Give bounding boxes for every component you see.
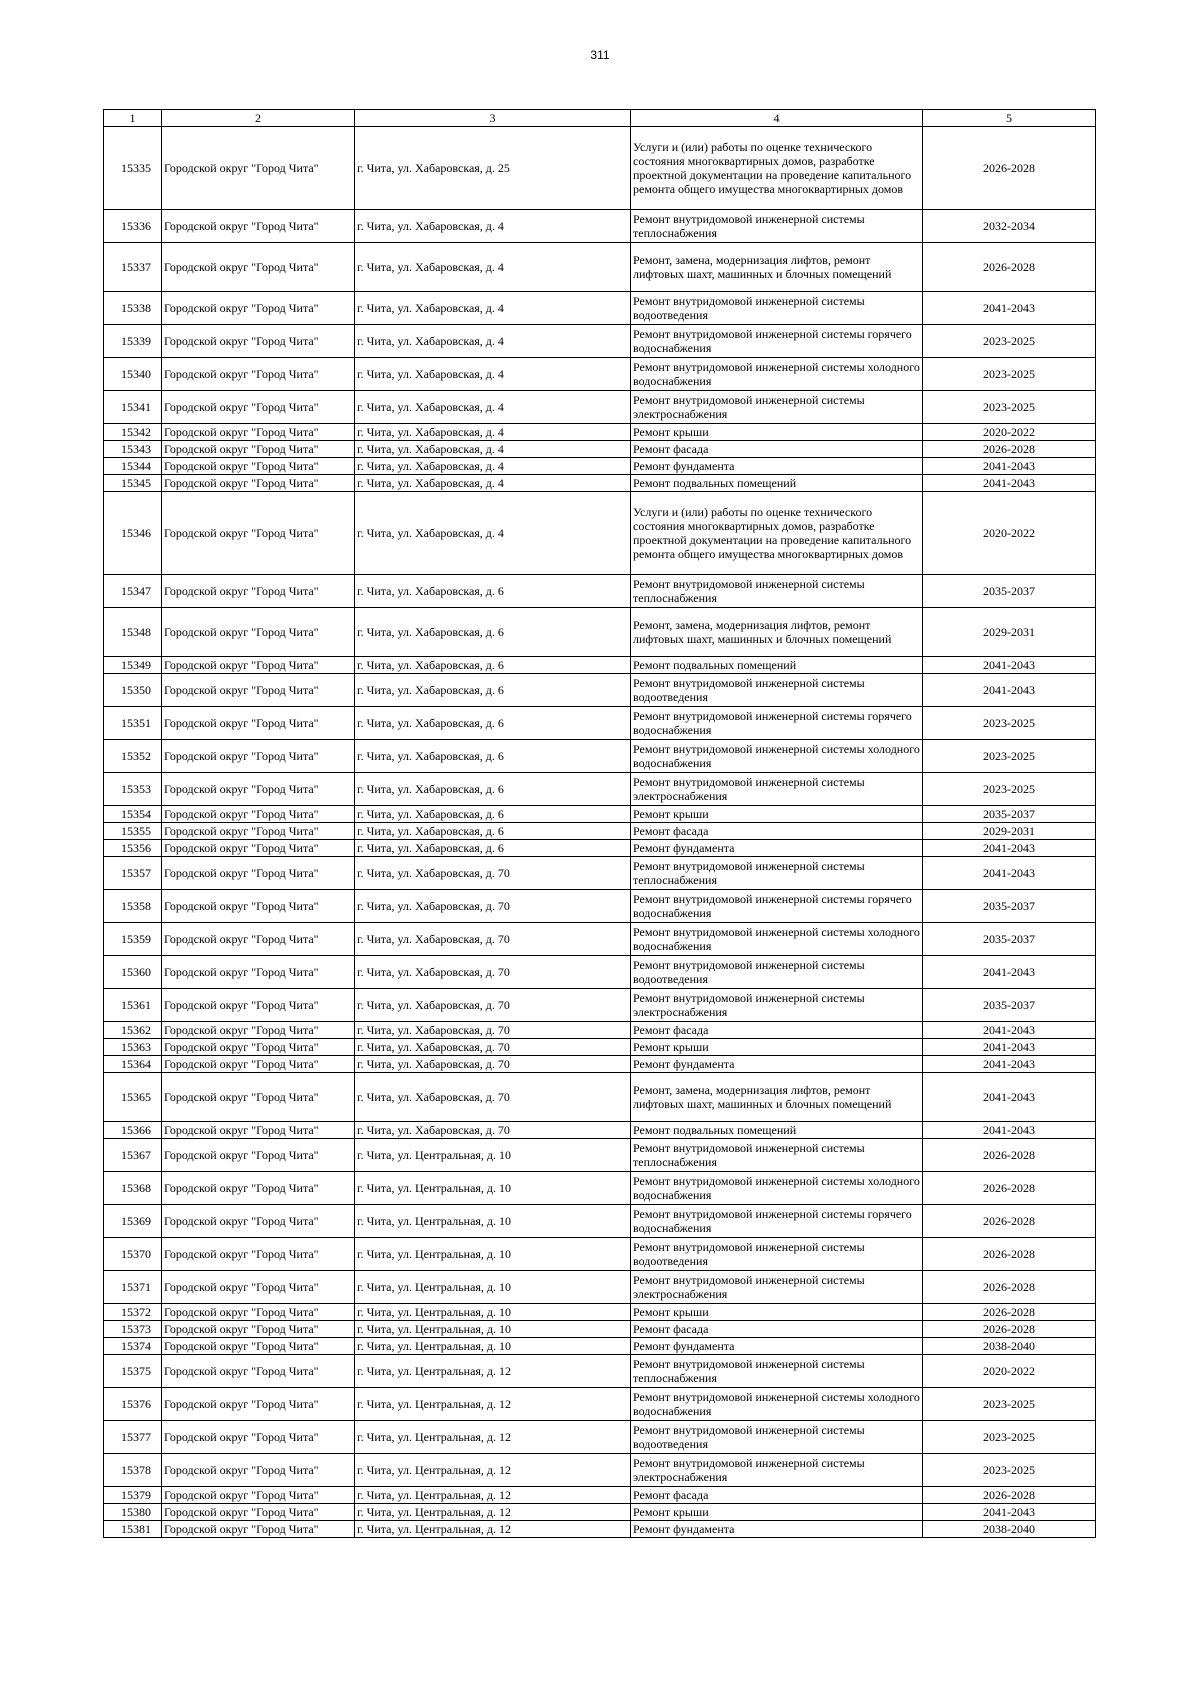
table-row [104,458,1096,475]
district-cell: Городской округ "Город Чита" [162,424,355,441]
work-type-cell: Ремонт внутридомовой инженерной системы электроснабжения [631,773,923,806]
district-cell: Городской округ "Город Чита" [162,989,355,1022]
table-row [104,608,1096,657]
page-number: 311 [590,48,610,62]
table-row [104,707,1096,740]
work-type-cell: Ремонт внутридомовой инженерной системы горячего водоснабжения [631,1205,923,1238]
district-cell: Городской округ "Город Чита" [162,1172,355,1205]
district-cell: Городской округ "Город Чита" [162,608,355,657]
table-row [104,1056,1096,1073]
district-cell: Городской округ "Город Чита" [162,492,355,575]
row-number-cell: 15380 [104,1504,162,1521]
row-number-cell: 15344 [104,458,162,475]
row-number-cell: 15342 [104,424,162,441]
address-cell: г. Чита, ул. Хабаровская, д. 70 [355,956,631,989]
work-type-cell: Ремонт крыши [631,1039,923,1056]
period-cell: 2026-2028 [923,1139,1096,1172]
district-cell: Городской округ "Город Чита" [162,823,355,840]
district-cell: Городской округ "Город Чита" [162,1504,355,1521]
district-cell: Городской округ "Город Чита" [162,674,355,707]
period-cell: 2038-2040 [923,1338,1096,1355]
period-cell: 2023-2025 [923,391,1096,424]
row-number-cell: 15371 [104,1271,162,1304]
work-type-cell: Ремонт внутридомовой инженерной системы теплоснабжения [631,210,923,243]
district-cell: Городской округ "Город Чита" [162,325,355,358]
address-cell: г. Чита, ул. Центральная, д. 12 [355,1388,631,1421]
address-cell: г. Чита, ул. Хабаровская, д. 70 [355,989,631,1022]
header-col-3: 3 [355,110,631,127]
row-number-cell: 15354 [104,806,162,823]
address-cell: г. Чита, ул. Хабаровская, д. 70 [355,1073,631,1122]
row-number-cell: 15339 [104,325,162,358]
district-cell: Городской округ "Город Чита" [162,475,355,492]
district-cell: Городской округ "Город Чита" [162,890,355,923]
district-cell: Городской округ "Город Чита" [162,707,355,740]
address-cell: г. Чита, ул. Центральная, д. 12 [355,1421,631,1454]
row-number-cell: 15370 [104,1238,162,1271]
address-cell: г. Чита, ул. Хабаровская, д. 70 [355,857,631,890]
address-cell: г. Чита, ул. Хабаровская, д. 70 [355,890,631,923]
table-row [104,1205,1096,1238]
district-cell: Городской округ "Город Чита" [162,1056,355,1073]
work-type-cell: Ремонт внутридомовой инженерной системы холодного водоснабжения [631,923,923,956]
district-cell: Городской округ "Город Чита" [162,243,355,292]
row-number-cell: 15367 [104,1139,162,1172]
period-cell: 2026-2028 [923,1271,1096,1304]
period-cell: 2041-2043 [923,1073,1096,1122]
row-number-cell: 15355 [104,823,162,840]
address-cell: г. Чита, ул. Хабаровская, д. 70 [355,1122,631,1139]
work-type-cell: Ремонт фасада [631,823,923,840]
table-row [104,1139,1096,1172]
period-cell: 2026-2028 [923,243,1096,292]
row-number-cell: 15369 [104,1205,162,1238]
address-cell: г. Чита, ул. Хабаровская, д. 4 [355,492,631,575]
table-row [104,1304,1096,1321]
table-row [104,1022,1096,1039]
period-cell: 2020-2022 [923,1355,1096,1388]
table-row [104,127,1096,210]
period-cell: 2035-2037 [923,989,1096,1022]
capital-repair-table [103,109,1096,1538]
period-cell: 2020-2022 [923,424,1096,441]
address-cell: г. Чита, ул. Хабаровская, д. 4 [355,358,631,391]
address-cell: г. Чита, ул. Хабаровская, д. 4 [355,458,631,475]
period-cell: 2023-2025 [923,358,1096,391]
address-cell: г. Чита, ул. Хабаровская, д. 4 [355,424,631,441]
table-row [104,1238,1096,1271]
table-row [104,1172,1096,1205]
table-row [104,475,1096,492]
district-cell: Городской округ "Город Чита" [162,923,355,956]
work-type-cell: Ремонт внутридомовой инженерной системы электроснабжения [631,1271,923,1304]
address-cell: г. Чита, ул. Центральная, д. 10 [355,1205,631,1238]
period-cell: 2029-2031 [923,823,1096,840]
work-type-cell: Ремонт внутридомовой инженерной системы водоотведения [631,1421,923,1454]
district-cell: Городской округ "Город Чита" [162,657,355,674]
table-row [104,1421,1096,1454]
address-cell: г. Чита, ул. Хабаровская, д. 6 [355,806,631,823]
period-cell: 2026-2028 [923,1172,1096,1205]
district-cell: Городской округ "Город Чита" [162,1304,355,1321]
row-number-cell: 15351 [104,707,162,740]
table-row [104,1039,1096,1056]
district-cell: Городской округ "Город Чита" [162,1388,355,1421]
district-cell: Городской округ "Город Чита" [162,210,355,243]
work-type-cell: Ремонт фасада [631,441,923,458]
period-cell: 2023-2025 [923,1421,1096,1454]
period-cell: 2029-2031 [923,608,1096,657]
period-cell: 2038-2040 [923,1521,1096,1538]
period-cell: 2041-2043 [923,1504,1096,1521]
work-type-cell: Ремонт фундамента [631,1338,923,1355]
table-row [104,857,1096,890]
work-type-cell: Ремонт крыши [631,1304,923,1321]
work-type-cell: Ремонт подвальных помещений [631,657,923,674]
period-cell: 2026-2028 [923,1321,1096,1338]
work-type-cell: Ремонт внутридомовой инженерной системы водоотведения [631,1238,923,1271]
header-col-2: 2 [162,110,355,127]
row-number-cell: 15338 [104,292,162,325]
period-cell: 2026-2028 [923,1205,1096,1238]
district-cell: Городской округ "Город Чита" [162,1421,355,1454]
table-row [104,325,1096,358]
address-cell: г. Чита, ул. Хабаровская, д. 4 [355,325,631,358]
period-cell: 2026-2028 [923,441,1096,458]
period-cell: 2041-2043 [923,857,1096,890]
address-cell: г. Чита, ул. Хабаровская, д. 6 [355,773,631,806]
period-cell: 2023-2025 [923,1454,1096,1487]
table-row [104,424,1096,441]
address-cell: г. Чита, ул. Хабаровская, д. 25 [355,127,631,210]
table-row [104,210,1096,243]
district-cell: Городской округ "Город Чита" [162,740,355,773]
period-cell: 2041-2043 [923,1039,1096,1056]
row-number-cell: 15352 [104,740,162,773]
table-row [104,806,1096,823]
period-cell: 2023-2025 [923,740,1096,773]
work-type-cell: Ремонт внутридомовой инженерной системы холодного водоснабжения [631,358,923,391]
address-cell: г. Чита, ул. Центральная, д. 10 [355,1321,631,1338]
row-number-cell: 15345 [104,475,162,492]
work-type-cell: Ремонт внутридомовой инженерной системы электроснабжения [631,1454,923,1487]
address-cell: г. Чита, ул. Центральная, д. 10 [355,1304,631,1321]
work-type-cell: Ремонт внутридомовой инженерной системы холодного водоснабжения [631,740,923,773]
period-cell: 2041-2043 [923,674,1096,707]
address-cell: г. Чита, ул. Центральная, д. 10 [355,1139,631,1172]
row-number-cell: 15349 [104,657,162,674]
table-row [104,492,1096,575]
table-row [104,1122,1096,1139]
work-type-cell: Ремонт внутридомовой инженерной системы водоотведения [631,956,923,989]
row-number-cell: 15348 [104,608,162,657]
period-cell: 2041-2043 [923,657,1096,674]
work-type-cell: Ремонт крыши [631,424,923,441]
work-type-cell: Ремонт внутридомовой инженерной системы электроснабжения [631,989,923,1022]
row-number-cell: 15378 [104,1454,162,1487]
address-cell: г. Чита, ул. Хабаровская, д. 6 [355,840,631,857]
table-row [104,823,1096,840]
work-type-cell: Ремонт подвальных помещений [631,475,923,492]
address-cell: г. Чита, ул. Центральная, д. 12 [355,1355,631,1388]
address-cell: г. Чита, ул. Центральная, д. 12 [355,1487,631,1504]
row-number-cell: 15376 [104,1388,162,1421]
period-cell: 2035-2037 [923,923,1096,956]
row-number-cell: 15373 [104,1321,162,1338]
row-number-cell: 15368 [104,1172,162,1205]
row-number-cell: 15372 [104,1304,162,1321]
work-type-cell: Ремонт внутридомовой инженерной системы горячего водоснабжения [631,890,923,923]
district-cell: Городской округ "Город Чита" [162,1454,355,1487]
header-col-4: 4 [631,110,923,127]
address-cell: г. Чита, ул. Центральная, д. 12 [355,1504,631,1521]
period-cell: 2023-2025 [923,1388,1096,1421]
district-cell: Городской округ "Город Чита" [162,441,355,458]
row-number-cell: 15359 [104,923,162,956]
period-cell: 2041-2043 [923,292,1096,325]
row-number-cell: 15337 [104,243,162,292]
row-number-cell: 15346 [104,492,162,575]
district-cell: Городской округ "Город Чита" [162,1238,355,1271]
address-cell: г. Чита, ул. Центральная, д. 10 [355,1338,631,1355]
district-cell: Городской округ "Город Чита" [162,956,355,989]
table-row [104,1454,1096,1487]
table-row [104,1504,1096,1521]
work-type-cell: Ремонт внутридомовой инженерной системы холодного водоснабжения [631,1172,923,1205]
table-row [104,740,1096,773]
work-type-cell: Ремонт внутридомовой инженерной системы теплоснабжения [631,1355,923,1388]
table-row [104,575,1096,608]
district-cell: Городской округ "Город Чита" [162,1073,355,1122]
row-number-cell: 15361 [104,989,162,1022]
period-cell: 2041-2043 [923,956,1096,989]
row-number-cell: 15379 [104,1487,162,1504]
work-type-cell: Ремонт внутридомовой инженерной системы теплоснабжения [631,1139,923,1172]
district-cell: Городской округ "Город Чита" [162,806,355,823]
work-type-cell: Ремонт внутридомовой инженерной системы теплоснабжения [631,575,923,608]
table-row [104,243,1096,292]
period-cell: 2026-2028 [923,1304,1096,1321]
table-row [104,358,1096,391]
district-cell: Городской округ "Город Чита" [162,1487,355,1504]
table-row [104,441,1096,458]
district-cell: Городской округ "Город Чита" [162,840,355,857]
table-row [104,923,1096,956]
address-cell: г. Чита, ул. Хабаровская, д. 4 [355,441,631,458]
row-number-cell: 15343 [104,441,162,458]
table-row [104,890,1096,923]
header-col-1: 1 [104,110,162,127]
district-cell: Городской округ "Город Чита" [162,1338,355,1355]
address-cell: г. Чита, ул. Хабаровская, д. 6 [355,657,631,674]
work-type-cell: Ремонт внутридомовой инженерной системы холодного водоснабжения [631,1388,923,1421]
period-cell: 2035-2037 [923,575,1096,608]
table-row [104,773,1096,806]
district-cell: Городской округ "Город Чита" [162,458,355,475]
district-cell: Городской округ "Город Чита" [162,1139,355,1172]
table-row [104,657,1096,674]
district-cell: Городской округ "Город Чита" [162,127,355,210]
district-cell: Городской округ "Город Чита" [162,857,355,890]
address-cell: г. Чита, ул. Хабаровская, д. 70 [355,923,631,956]
address-cell: г. Чита, ул. Хабаровская, д. 4 [355,391,631,424]
district-cell: Городской округ "Город Чита" [162,292,355,325]
work-type-cell: Ремонт внутридомовой инженерной системы горячего водоснабжения [631,325,923,358]
work-type-cell: Услуги и (или) работы по оценке технического состояния многоквартирных домов, разработке проектной документации на проведение капитального ремонта общего имущества многоквартирных домов [631,127,923,210]
work-type-cell: Ремонт внутридомовой инженерной системы водоотведения [631,292,923,325]
address-cell: г. Чита, ул. Центральная, д. 12 [355,1521,631,1538]
row-number-cell: 15350 [104,674,162,707]
row-number-cell: 15366 [104,1122,162,1139]
work-type-cell: Ремонт внутридомовой инженерной системы водоотведения [631,674,923,707]
period-cell: 2035-2037 [923,890,1096,923]
row-number-cell: 15347 [104,575,162,608]
table-row [104,292,1096,325]
address-cell: г. Чита, ул. Хабаровская, д. 4 [355,475,631,492]
table-row [104,1073,1096,1122]
address-cell: г. Чита, ул. Хабаровская, д. 6 [355,608,631,657]
address-cell: г. Чита, ул. Хабаровская, д. 6 [355,575,631,608]
address-cell: г. Чита, ул. Хабаровская, д. 4 [355,292,631,325]
table-body [104,110,1096,1538]
period-cell: 2026-2028 [923,1238,1096,1271]
work-type-cell: Услуги и (или) работы по оценке технического состояния многоквартирных домов, разработке проектной документации на проведение капитального ремонта общего имущества многоквартирных домов [631,492,923,575]
work-type-cell: Ремонт, замена, модернизация лифтов, ремонт лифтовых шахт, машинных и блочных помещений [631,1073,923,1122]
address-cell: г. Чита, ул. Хабаровская, д. 6 [355,707,631,740]
row-number-cell: 15356 [104,840,162,857]
header-col-5: 5 [923,110,1096,127]
row-number-cell: 15336 [104,210,162,243]
address-cell: г. Чита, ул. Хабаровская, д. 70 [355,1022,631,1039]
table-row [104,840,1096,857]
row-number-cell: 15353 [104,773,162,806]
row-number-cell: 15341 [104,391,162,424]
work-type-cell: Ремонт фасада [631,1022,923,1039]
district-cell: Городской округ "Город Чита" [162,1321,355,1338]
work-type-cell: Ремонт крыши [631,806,923,823]
work-type-cell: Ремонт фасада [631,1321,923,1338]
period-cell: 2041-2043 [923,1056,1096,1073]
row-number-cell: 15375 [104,1355,162,1388]
table-row [104,1521,1096,1538]
work-type-cell: Ремонт крыши [631,1504,923,1521]
address-cell: г. Чита, ул. Центральная, д. 12 [355,1454,631,1487]
district-cell: Городской округ "Город Чита" [162,1355,355,1388]
work-type-cell: Ремонт, замена, модернизация лифтов, ремонт лифтовых шахт, машинных и блочных помещений [631,608,923,657]
district-cell: Городской округ "Город Чита" [162,575,355,608]
row-number-cell: 15357 [104,857,162,890]
period-cell: 2041-2043 [923,1022,1096,1039]
row-number-cell: 15381 [104,1521,162,1538]
period-cell: 2041-2043 [923,458,1096,475]
table-row [104,1271,1096,1304]
table-row [104,1487,1096,1504]
table-row [104,1321,1096,1338]
district-cell: Городской округ "Город Чита" [162,773,355,806]
address-cell: г. Чита, ул. Хабаровская, д. 6 [355,674,631,707]
district-cell: Городской округ "Город Чита" [162,1122,355,1139]
row-number-cell: 15374 [104,1338,162,1355]
period-cell: 2032-2034 [923,210,1096,243]
district-cell: Городской округ "Город Чита" [162,391,355,424]
row-number-cell: 15340 [104,358,162,391]
address-cell: г. Чита, ул. Центральная, д. 10 [355,1271,631,1304]
row-number-cell: 15362 [104,1022,162,1039]
work-type-cell: Ремонт фасада [631,1487,923,1504]
period-cell: 2041-2043 [923,1122,1096,1139]
work-type-cell: Ремонт фундамента [631,458,923,475]
period-cell: 2041-2043 [923,840,1096,857]
table-row [104,1355,1096,1388]
address-cell: г. Чита, ул. Хабаровская, д. 70 [355,1056,631,1073]
address-cell: г. Чита, ул. Хабаровская, д. 4 [355,243,631,292]
district-cell: Городской округ "Город Чита" [162,1039,355,1056]
period-cell: 2023-2025 [923,707,1096,740]
period-cell: 2026-2028 [923,1487,1096,1504]
period-cell: 2020-2022 [923,492,1096,575]
district-cell: Городской округ "Город Чита" [162,1205,355,1238]
row-number-cell: 15363 [104,1039,162,1056]
period-cell: 2026-2028 [923,127,1096,210]
address-cell: г. Чита, ул. Центральная, д. 10 [355,1238,631,1271]
period-cell: 2023-2025 [923,325,1096,358]
header-row [104,110,1096,127]
work-type-cell: Ремонт внутридомовой инженерной системы горячего водоснабжения [631,707,923,740]
work-type-cell: Ремонт, замена, модернизация лифтов, ремонт лифтовых шахт, машинных и блочных помещений [631,243,923,292]
row-number-cell: 15358 [104,890,162,923]
work-type-cell: Ремонт внутридомовой инженерной системы теплоснабжения [631,857,923,890]
address-cell: г. Чита, ул. Хабаровская, д. 70 [355,1039,631,1056]
period-cell: 2035-2037 [923,806,1096,823]
address-cell: г. Чита, ул. Хабаровская, д. 6 [355,740,631,773]
table-row [104,391,1096,424]
row-number-cell: 15365 [104,1073,162,1122]
table-row [104,1388,1096,1421]
row-number-cell: 15377 [104,1421,162,1454]
table-row [104,674,1096,707]
table-row [104,1338,1096,1355]
address-cell: г. Чита, ул. Хабаровская, д. 4 [355,210,631,243]
period-cell: 2023-2025 [923,773,1096,806]
row-number-cell: 15364 [104,1056,162,1073]
row-number-cell: 15335 [104,127,162,210]
work-type-cell: Ремонт внутридомовой инженерной системы электроснабжения [631,391,923,424]
table-row [104,989,1096,1022]
work-type-cell: Ремонт фундамента [631,1521,923,1538]
work-type-cell: Ремонт подвальных помещений [631,1122,923,1139]
district-cell: Городской округ "Город Чита" [162,1271,355,1304]
work-type-cell: Ремонт фундамента [631,840,923,857]
district-cell: Городской округ "Город Чита" [162,1521,355,1538]
row-number-cell: 15360 [104,956,162,989]
table-row [104,956,1096,989]
district-cell: Городской округ "Город Чита" [162,358,355,391]
address-cell: г. Чита, ул. Хабаровская, д. 6 [355,823,631,840]
address-cell: г. Чита, ул. Центральная, д. 10 [355,1172,631,1205]
period-cell: 2041-2043 [923,475,1096,492]
work-type-cell: Ремонт фундамента [631,1056,923,1073]
district-cell: Городской округ "Город Чита" [162,1022,355,1039]
